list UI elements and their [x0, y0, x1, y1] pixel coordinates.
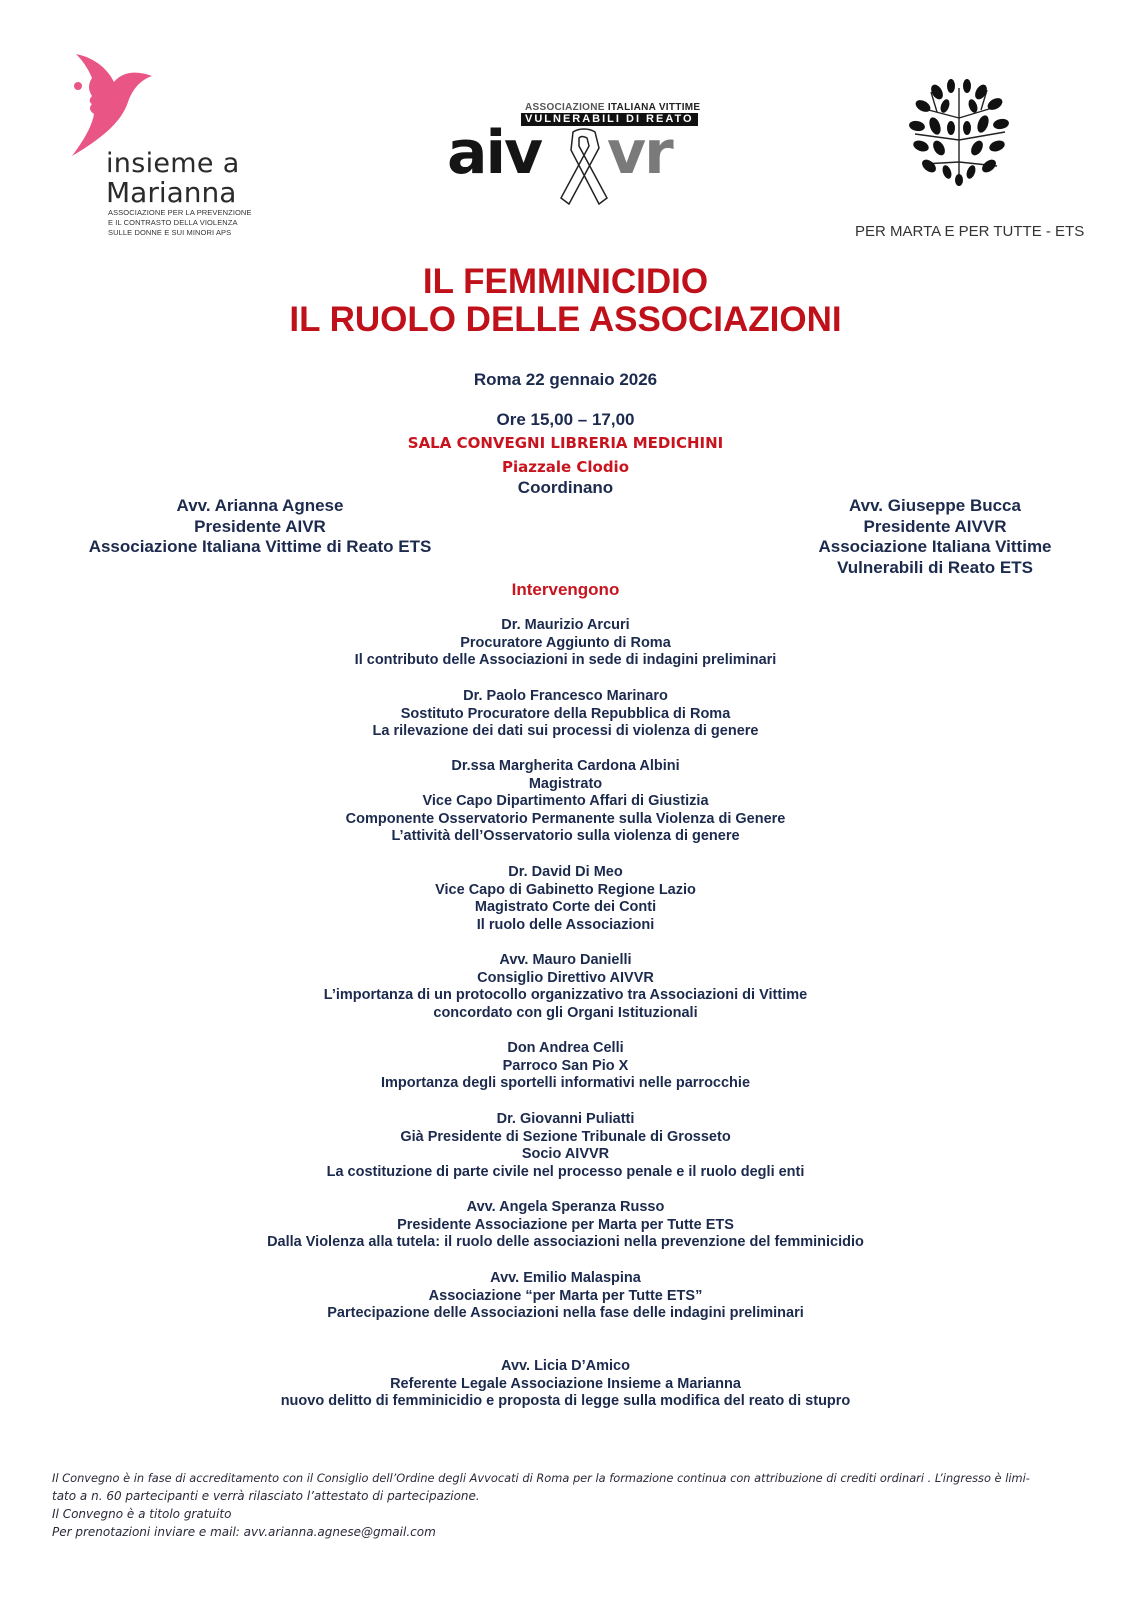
speaker-role: Associazione “per Marta per Tutte ETS” [428, 1287, 703, 1304]
logo-tagline-2: E IL CONTRASTO DELLA VIOLENZA [108, 218, 238, 227]
speaker-role: Vice Capo di Gabinetto Regione Lazio [435, 881, 696, 898]
footer-booking-email[interactable]: Per prenotazioni inviare e mail: avv.arianna.agnese@gmail.com [52, 1525, 436, 1539]
speaker-topic: Partecipazione delle Associazioni nella fase delle indagini preliminari [327, 1305, 804, 1321]
speaker-topic: Importanza degli sportelli informativi nelle parrocchie [380, 1075, 751, 1091]
speaker-block [0, 1111, 1131, 1181]
speaker-topic: La rilevazione dei dati sui processi di violenza di genere [372, 723, 759, 739]
speaker-topic: Il ruolo delle Associazioni [476, 916, 655, 933]
logo-name-line1: insieme a [106, 148, 240, 179]
speaker-role: Già Presidente di Sezione Tribunale di Grosseto [400, 1128, 731, 1145]
coordinator-right-role: Presidente AIVVR [863, 516, 1007, 536]
speaker-name: Don Andrea Celli [507, 1040, 624, 1056]
coordinators-label: Coordinano [517, 478, 614, 497]
speaker-role: Sostituto Procuratore della Repubblica di Roma [400, 705, 731, 722]
speaker-block [0, 1358, 1131, 1411]
per-marta-logo [855, 78, 1105, 248]
footer-free-entry: Il Convegno è a titolo gratuito [52, 1507, 232, 1521]
aivvr-logo-banner: VULNERABILI DI REATO [521, 113, 698, 126]
speaker-role: Referente Legale Associazione Insieme a Marianna [390, 1375, 741, 1392]
speaker-block [0, 864, 1131, 934]
speaker-name: Dr. Giovanni Puliatti [496, 1111, 635, 1127]
speaker-block [0, 1270, 1131, 1323]
speaker-name: Avv. Licia D’Amico [501, 1358, 630, 1374]
speaker-name: Dr.ssa Margherita Cardona Albini [451, 758, 680, 774]
coordinator-left-name: Avv. Arianna Agnese [176, 496, 344, 515]
speaker-topic: Il contributo delle Associazioni in sede di indagini preliminari [354, 652, 777, 668]
speaker-topic: concordato con gli Organi Istituzionali [433, 1004, 698, 1021]
coordinator-left [60, 496, 460, 558]
awareness-ribbon-icon [559, 128, 609, 208]
aivvr-logo-mark-right: vr [607, 118, 672, 188]
speaker-role: Socio AIVVR [521, 1146, 610, 1162]
logo-tagline-1: ASSOCIAZIONE PER LA PREVENZIONE [108, 208, 252, 217]
speaker-block [0, 758, 1131, 846]
speaker-role: Vice Capo Dipartimento Affari di Giustizia [422, 793, 709, 809]
aivvr-logo-topline: ASSOCIAZIONE ITALIANA VITTIME [525, 102, 701, 113]
event-venue: SALA CONVEGNI LIBRERIA MEDICHINI [407, 434, 724, 452]
speaker-topic: La costituzione di parte civile nel processo penale e il ruolo degli enti [326, 1163, 805, 1180]
footer-accreditation-line2: tato a n. 60 partecipanti e verrà rilasciato l’attestato di partecipazione. [52, 1489, 480, 1503]
speaker-name: Dr. Maurizio Arcuri [501, 617, 630, 633]
event-address: Piazzale Clodio [501, 458, 630, 476]
dove-face-icon [66, 50, 166, 160]
logo-tagline-3: SULLE DONNE E SUI MINORI APS [108, 228, 232, 237]
coordinator-left-role: Presidente AIVR [194, 516, 326, 536]
speaker-role: Procuratore Aggiunto di Roma [460, 634, 671, 651]
speaker-name: Dr. David Di Meo [508, 864, 623, 880]
speaker-name: Dr. Paolo Francesco Marinaro [463, 688, 668, 704]
speaker-topic: L’attività dell’Osservatorio sulla violenza di genere [391, 828, 740, 844]
speaker-role: Magistrato [528, 775, 603, 792]
aivvr-logo [447, 100, 701, 200]
footer-notes [52, 1469, 1030, 1541]
speaker-role: Magistrato Corte dei Conti [474, 899, 657, 915]
speaker-block [0, 617, 1131, 670]
speaker-block [0, 952, 1131, 1022]
coordinator-right-org-1: Associazione Italiana Vittime [818, 537, 1052, 556]
event-time: Ore 15,00 – 17,00 [496, 410, 635, 429]
speaker-name: Avv. Mauro Danielli [499, 952, 632, 968]
leafy-tree-icon [907, 78, 1011, 188]
speaker-topic: L’importanza di un protocollo organizzativo tra Associazioni di Vittime [323, 987, 808, 1003]
coordinator-right-name: Avv. Giuseppe Bucca [849, 496, 1021, 515]
coordinator-left-org: Associazione Italiana Vittime di Reato ETS [88, 537, 432, 556]
coordinator-right [790, 496, 1080, 578]
speaker-topic: Dalla Violenza alla tutela: il ruolo delle associazioni nella prevenzione del femminicidio [267, 1234, 864, 1250]
aivvr-logo-mark-left: aiv [447, 118, 542, 188]
per-marta-caption: PER MARTA E PER TUTTE - ETS [855, 223, 1085, 240]
title-line-1: IL FEMMINICIDIO [422, 262, 709, 301]
speaker-block [0, 1199, 1131, 1252]
speaker-block [0, 1040, 1131, 1093]
speaker-role: Componente Osservatorio Permanente sulla Violenza di Genere [345, 810, 786, 827]
speaker-name: Avv. Emilio Malaspina [490, 1270, 641, 1286]
speaker-name: Avv. Angela Speranza Russo [466, 1199, 665, 1215]
speaker-block [0, 688, 1131, 741]
title-line-2: IL RUOLO DELLE ASSOCIAZIONI [289, 300, 842, 339]
speaker-role: Parroco San Pio X [502, 1057, 629, 1074]
insieme-a-marianna-logo [66, 50, 256, 245]
coordinator-right-org-2: Vulnerabili di Reato ETS [837, 557, 1033, 577]
event-date: Roma 22 gennaio 2026 [473, 370, 658, 389]
footer-accreditation-line1: Il Convegno è in fase di accreditamento con il Consiglio dell’Ordine degli Avvocati di Roma per la formazione continua con attribuzione di crediti ordinari . L’ingresso è limi- [52, 1471, 1030, 1485]
speakers-label: Intervengono [511, 580, 620, 599]
speaker-topic: nuovo delitto di femminicidio e proposta di legge sulla modifica del reato di stupro [280, 1393, 851, 1409]
logo-name-line2: Marianna [106, 176, 237, 209]
speaker-role: Consiglio Direttivo AIVVR [477, 969, 654, 986]
speaker-role: Presidente Associazione per Marta per Tutte ETS [397, 1216, 734, 1233]
